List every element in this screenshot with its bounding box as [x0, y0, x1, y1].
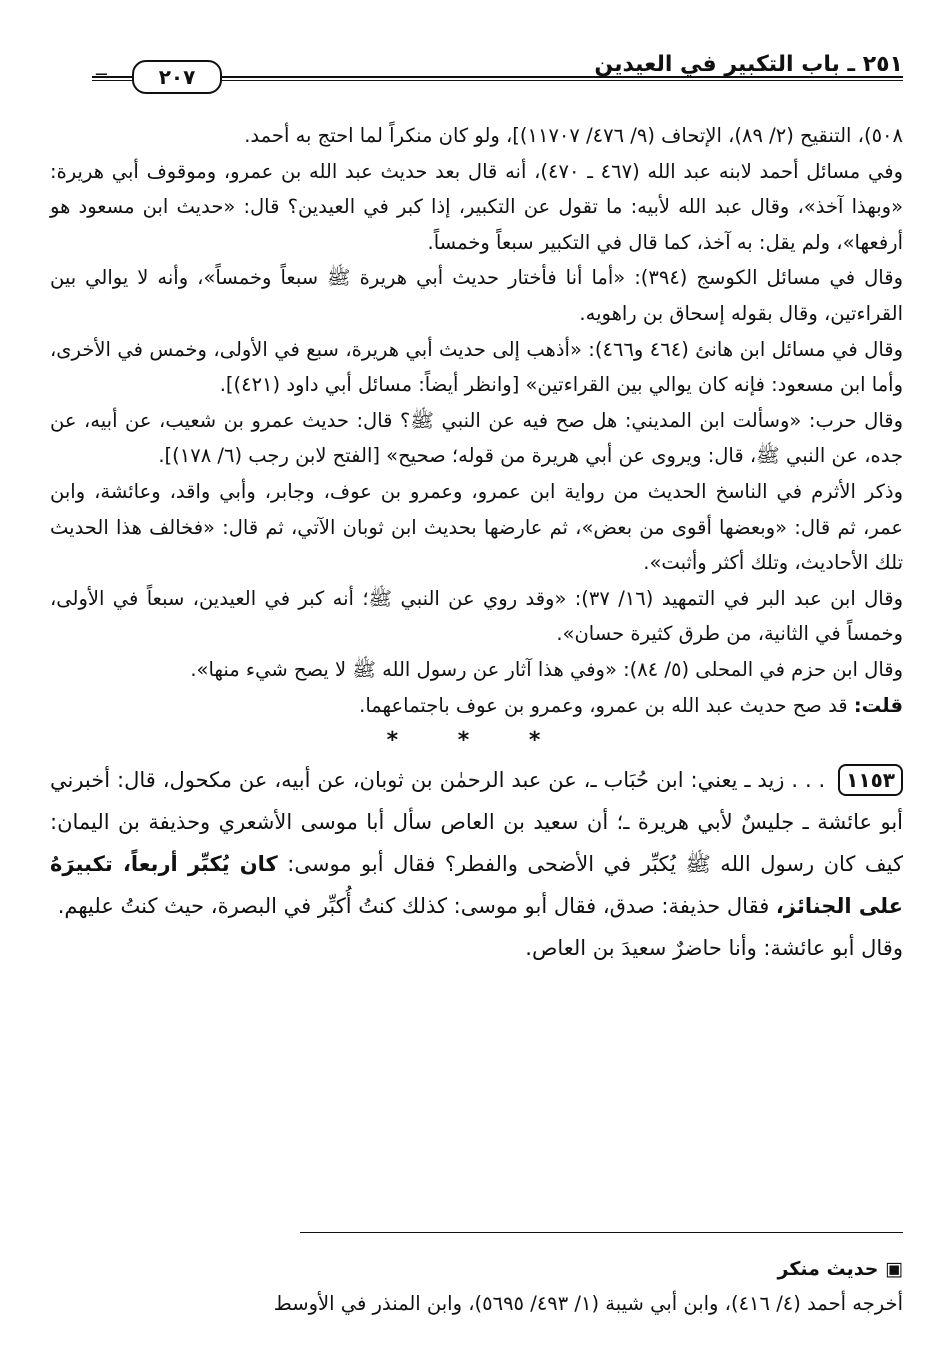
hadith-text-cont: فقال حذيفة: صدق، فقال أبو موسى: كذلك كنتُ أُكبِّر في البصرة، حيث كنتُ عليهم. [57, 893, 770, 918]
chapter-title: ٢٥١ ـ باب التكبير في العيدين [594, 52, 903, 77]
paragraph: وذكر الأثرم في الناسخ الحديث من رواية ابن عمرو، وعمرو بن عوف، وجابر، وأبي واقد، وعائشة، وابن عمر، ثم قال: «وبعضها أقوى من بعض»، ثم عارضها بحديث ابن ثوبان الآتي، ثم قال: «فخالف هذا الحديث تلك الأحاديث، وتلك أكثر وأثبت». [50, 479, 903, 575]
paragraph: وفي مسائل أحمد لابنه عبد الله (٤٦٧ ـ ٤٧٠)، أنه قال بعد حديث عبد الله بن عمرو، وموقوف أبي هريرة: «وبهذا آخذ»، وقال عبد الله لأبيه: ما تقول عن التكبير، إذا كبر في العيدين؟ قال: «حديث ابن مسعود هو أرفعها»، ولم يقل: به آخذ، كما قال في التكبير سبعاً وخمساً. [50, 159, 903, 254]
paragraph: وقال في مسائل ابن هانئ (٤٦٤ و٤٦٦): «أذهب إلى حديث أبي هريرة، سبع في الأولى، وخمس في الأخرى، وأما ابن مسعود: فإنه كان يوالي بين القراءتين» [وانظر أيضاً: مسائل أبي داود (٤٢١)]. [50, 337, 903, 397]
paragraph: وقال حرب: «وسألت ابن المديني: هل صح فيه عن النبي ﷺ؟ قال: حديث عمرو بن شعيب، عن أبيه، عن جده، عن النبي ﷺ، قال: ويروى عن أبي هريرة من قوله؛ صحيح» [الفتح لابن رجب (٦/ ١٧٨)]. [50, 408, 903, 468]
book-icon: ▣ [885, 1258, 903, 1280]
qultu-text: قد صح حديث عبد الله بن عمرو، وعمرو بن عوف باجتماعهما. [359, 693, 848, 717]
hadith-block [50, 759, 903, 969]
paragraph: ٥٠٨)، التنقيح (٢/ ٨٩)، الإتحاف (٩/ ٤٧٦/ ١١٧٠٧)]، ولو كان منكراً لما احتج به أحمد. [244, 124, 903, 147]
hadith-number: ١١٥٣ [838, 764, 903, 796]
paragraph: وقال ابن حزم في المحلى (٥/ ٨٤): «وفي هذا آثار عن رسول الله ﷺ لا يصح شيء منها». [190, 657, 903, 681]
qultu-label: قلت: [853, 693, 903, 717]
paragraph: وقال في مسائل الكوسج (٣٩٤): «أما أنا فأختار حديث أبي هريرة ﷺ سبعاً وخمساً»، وأنه لا يوالي بين القراءتين، وقال بقوله إسحاق بن راهويه. [50, 266, 903, 325]
hadith-text: . . . زيد ـ يعني: ابن حُبَاب ـ، عن عبد الرحمٰن بن ثوبان، عن أبيه، عن مكحول، قال: أخبرني أبو عائشة ـ جليسٌ لأبي هريرة ـ؛ أن سعيد بن العاص سأل أبا موسى الأشعري وحذيفة بن اليمان: كيف كان رسول الله ﷺ يُكبِّر في الأضحى والفطر؟ فقال أبو موسى: [50, 767, 903, 876]
footnote-heading: ▣ حديث منكر [777, 1258, 903, 1280]
section-separator: * * * [386, 728, 567, 754]
ornament-icon: ═ [96, 66, 107, 87]
hadith-bold-text: كان يُكبِّر أربعاً، تكبيرَهُ على الجنائز، [50, 851, 903, 918]
footnote-text: أخرجه أحمد (٤/ ٤١٦)، وابن أبي شيبة (١/ ٤٩٣/ ٥٦٩٥)، وابن المنذر في الأوسط [273, 1292, 903, 1315]
paragraph: وقال ابن عبد البر في التمهيد (١٦/ ٣٧): «وقد روي عن النبي ﷺ؛ أنه كبر في العيدين، سبعاً في الأولى، وخمساً في الثانية، من طرق كثيرة حسان». [50, 586, 903, 646]
main-text [50, 118, 903, 969]
qultu-paragraph [50, 688, 903, 724]
footnote-separator [300, 1232, 903, 1233]
hadith-last-line: وقال أبو عائشة: وأنا حاضرٌ سعيدَ بن العاص. [525, 935, 903, 960]
page-number: ٢٠٧ [132, 60, 222, 94]
